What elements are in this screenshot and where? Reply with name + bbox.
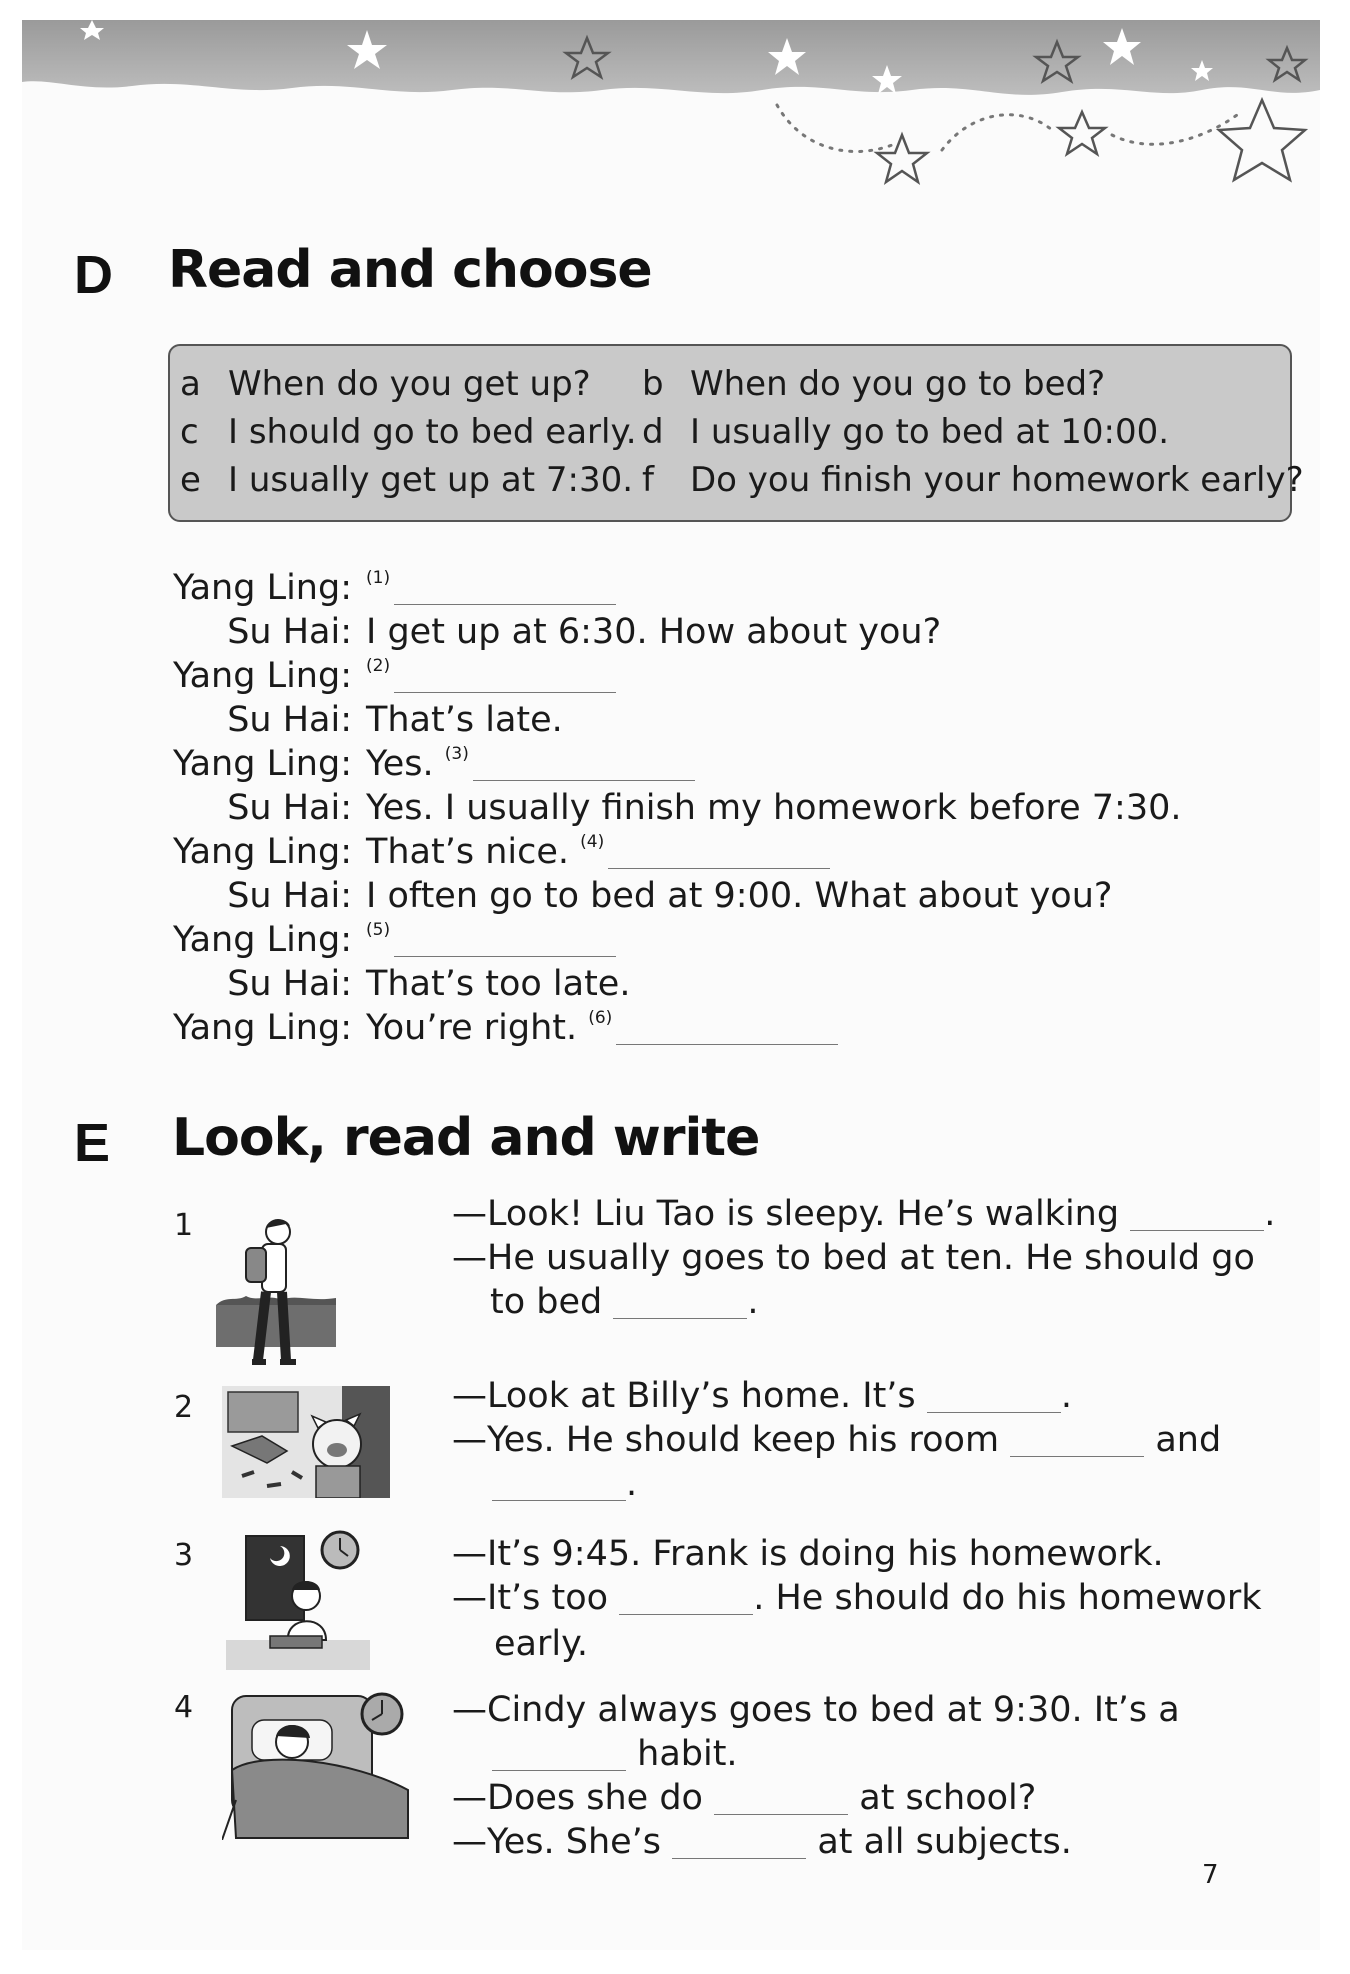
dialogue-text: You’re right. <box>366 1008 578 1048</box>
dialogue-line <box>0 964 1350 1008</box>
speaker: Su Hai: <box>227 964 352 1004</box>
boy-homework-illustration <box>226 1528 370 1670</box>
option-d <box>642 412 1169 452</box>
speaker: Yang Ling: <box>173 656 352 696</box>
dialogue-text: Yes. <box>366 744 434 784</box>
item3-line2 <box>452 1578 1262 1618</box>
star-banner <box>22 20 1320 210</box>
dialogue-text: I often go to bed at 9:00. What about you? <box>366 876 1113 916</box>
dialogue-line <box>0 656 1350 700</box>
punctuation: . <box>626 1464 638 1504</box>
option-letter: f <box>642 460 654 500</box>
answer-blank[interactable] <box>394 602 616 605</box>
answer-blank[interactable] <box>613 1316 747 1319</box>
dialogue-line <box>0 832 1350 876</box>
answer-blank[interactable] <box>927 1410 1061 1413</box>
item1-line2: —He usually goes to bed at ten. He should go <box>452 1238 1255 1278</box>
option-letter: d <box>642 412 664 452</box>
item1-line3 <box>490 1282 759 1322</box>
sentence-text: —Look! Liu Tao is sleepy. He’s walking <box>452 1194 1120 1234</box>
speaker: Su Hai: <box>227 788 352 828</box>
item-number: 2 <box>174 1390 194 1425</box>
option-f <box>642 460 1304 500</box>
option-c <box>180 412 637 452</box>
item-number: 1 <box>174 1208 194 1243</box>
dialogue-line <box>0 788 1350 832</box>
sentence-text: at school? <box>859 1778 1037 1818</box>
dialogue-line <box>0 920 1350 964</box>
blank-number: (6) <box>588 1008 613 1028</box>
section-letter: D <box>74 245 113 305</box>
item2-line1 <box>452 1376 1072 1416</box>
answer-blank[interactable] <box>1130 1228 1264 1231</box>
option-e <box>180 460 633 500</box>
item4-line4 <box>452 1822 1072 1862</box>
option-b <box>642 364 1105 404</box>
dialogue-line <box>0 876 1350 920</box>
answer-blank[interactable] <box>492 1768 626 1771</box>
answer-blank[interactable] <box>473 778 695 781</box>
item2-line2 <box>452 1420 1221 1460</box>
star-outline-icon <box>877 135 927 182</box>
star-outline-icon <box>1059 112 1105 154</box>
blank-number: (5) <box>366 920 391 940</box>
dialogue-line <box>0 700 1350 744</box>
answer-blank[interactable] <box>394 954 616 957</box>
dialogue-line <box>0 1008 1350 1052</box>
item-number: 4 <box>174 1690 194 1725</box>
blank-number: (3) <box>444 744 469 764</box>
sentence-text: —Yes. He should keep his room <box>452 1420 1000 1460</box>
answer-blank[interactable] <box>619 1612 753 1615</box>
dialogue-text: That’s late. <box>366 700 563 740</box>
answer-blank[interactable] <box>492 1498 626 1501</box>
answer-blank[interactable] <box>608 866 830 869</box>
section-title: Look, read and write <box>172 1108 760 1168</box>
option-text: I should go to bed early. <box>228 412 637 452</box>
speaker: Yang Ling: <box>173 744 352 784</box>
page-number: 7 <box>1202 1860 1219 1890</box>
star-outline-icon <box>1219 100 1305 180</box>
sentence-text: at all subjects. <box>817 1822 1072 1862</box>
blank-number: (4) <box>580 832 605 852</box>
answer-blank[interactable] <box>714 1812 848 1815</box>
sentence-text: —Yes. She’s <box>452 1822 662 1862</box>
dialogue-text: Yes. I usually finish my homework before 7:30. <box>366 788 1182 828</box>
sentence-text: . He should do his homework <box>753 1578 1262 1618</box>
messy-room-illustration <box>222 1386 390 1498</box>
answer-blank[interactable] <box>672 1856 806 1859</box>
item4-line2 <box>492 1734 738 1774</box>
option-letter: b <box>642 364 664 404</box>
option-letter: c <box>180 412 199 452</box>
blank-number: (1) <box>366 568 391 588</box>
answer-blank[interactable] <box>616 1042 838 1045</box>
dialogue-line <box>0 612 1350 656</box>
speaker: Yang Ling: <box>173 920 352 960</box>
punctuation: . <box>747 1282 759 1322</box>
punctuation: . <box>1264 1194 1276 1234</box>
section-title: Read and choose <box>168 240 652 300</box>
blank-number: (2) <box>366 656 391 676</box>
option-text: I usually go to bed at 10:00. <box>690 412 1170 452</box>
item4-line1: —Cindy always goes to bed at 9:30. It’s a <box>452 1690 1180 1730</box>
dialogue-line <box>0 744 1350 788</box>
item4-line3 <box>452 1778 1036 1818</box>
dialogue-text: I get up at 6:30. How about you? <box>366 612 942 652</box>
option-letter: e <box>180 460 201 500</box>
option-a <box>180 364 591 404</box>
dialogue-text: That’s too late. <box>366 964 631 1004</box>
sentence-text: —Does she do <box>452 1778 703 1818</box>
sentence-text: and <box>1155 1420 1222 1460</box>
sentence-text: —Look at Billy’s home. It’s <box>452 1376 916 1416</box>
speaker: Su Hai: <box>227 612 352 652</box>
answer-blank[interactable] <box>394 690 616 693</box>
speaker: Yang Ling: <box>173 568 352 608</box>
item3-line3: early. <box>494 1624 588 1664</box>
girl-sleeping-illustration <box>222 1690 412 1840</box>
sentence-text: to bed <box>490 1282 603 1322</box>
dialogue-text: That’s nice. <box>366 832 570 872</box>
punctuation: . <box>1060 1376 1072 1416</box>
speaker: Yang Ling: <box>173 1008 352 1048</box>
dialogue-line <box>0 568 1350 612</box>
item2-line3 <box>492 1464 637 1504</box>
option-text: When do you go to bed? <box>690 364 1106 404</box>
option-text: When do you get up? <box>228 364 591 404</box>
item1-line1 <box>452 1194 1275 1234</box>
sentence-text: —It’s too <box>452 1578 609 1618</box>
speaker: Yang Ling: <box>173 832 352 872</box>
speaker: Su Hai: <box>227 876 352 916</box>
sentence-text: habit. <box>637 1734 738 1774</box>
speaker: Su Hai: <box>227 700 352 740</box>
item-number: 3 <box>174 1538 194 1573</box>
item3-line1: —It’s 9:45. Frank is doing his homework. <box>452 1534 1164 1574</box>
boy-walking-illustration <box>216 1210 336 1370</box>
option-letter: a <box>180 364 201 404</box>
option-text: Do you finish your homework early? <box>690 460 1304 500</box>
option-text: I usually get up at 7:30. <box>228 460 634 500</box>
answer-blank[interactable] <box>1010 1454 1144 1457</box>
section-letter: E <box>74 1113 111 1173</box>
